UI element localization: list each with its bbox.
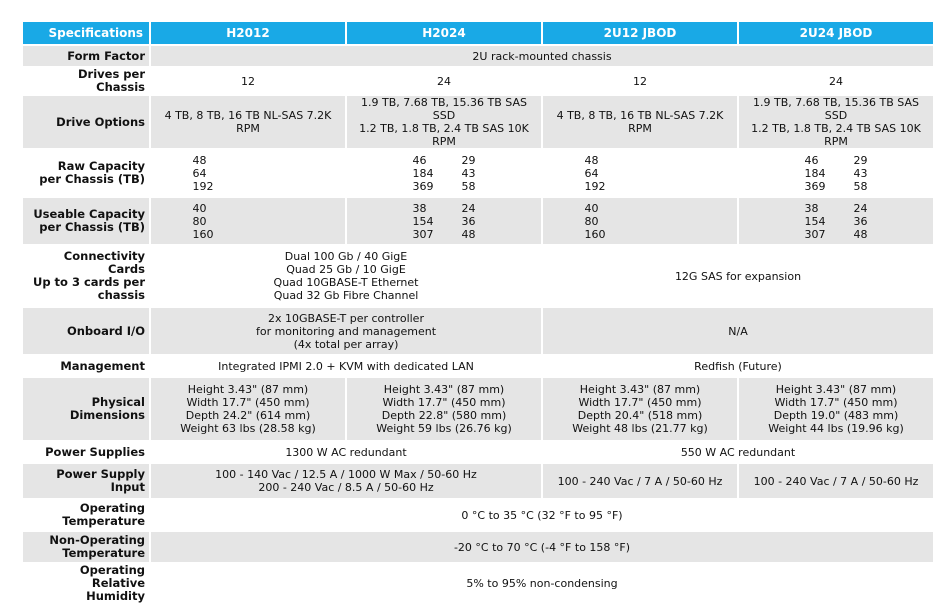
cell-value: 0 °C to 35 °C (32 °F to 95 °F) [150,499,933,531]
cell-2u12-jbod [542,149,738,197]
cell-2u12-jbod: Height 3.43" (87 mm) Width 17.7" (450 mm) Depth 20.4" (518 mm) Weight 48 lbs (21.77 kg) [542,377,738,441]
row-operating-temperature [23,499,933,531]
capacity-col-b: 29 43 58 [853,153,868,193]
cell-2u24-jbod: Height 3.43" (87 mm) Width 17.7" (450 mm) Depth 19.0" (483 mm) Weight 44 lbs (19.96 kg) [738,377,933,441]
header-2u12-jbod: 2U12 JBOD [542,22,738,45]
row-label: Operating Temperature [23,499,150,531]
cell-2u12-jbod: 100 - 240 Vac / 7 A / 50-60 Hz [542,463,738,499]
capacity-col-a: 38 154 307 [804,201,826,241]
row-drive-options [23,95,933,149]
cell-value: 2U rack-mounted chassis [150,45,933,67]
row-label: Operating Relative Humidity [23,563,150,603]
row-label: Drives per Chassis [23,67,150,95]
cell-h-models: 100 - 140 Vac / 12.5 A / 1000 W Max / 50-60 Hz 200 - 240 Vac / 8.5 A / 50-60 Hz [150,463,542,499]
cell-h-models: 1300 W AC redundant [150,441,542,463]
capacity-col-a: 46 184 369 [412,153,434,193]
cell-h2024: 1.9 TB, 7.68 TB, 15.36 TB SAS SSD 1.2 TB, 1.8 TB, 2.4 TB SAS 10K RPM [346,95,542,149]
cell-h-models: Integrated IPMI 2.0 + KVM with dedicated LAN [150,355,542,377]
capacity-col-a: 38 154 307 [412,201,434,241]
cell-jbod-models: 12G SAS for expansion [542,245,933,307]
cell-2u24-jbod: 100 - 240 Vac / 7 A / 50-60 Hz [738,463,933,499]
row-management [23,355,933,377]
cell-h2012 [150,149,346,197]
row-onboard-io [23,307,933,355]
row-label: Raw Capacity per Chassis (TB) [23,149,150,197]
row-physical-dimensions [23,377,933,441]
capacity-list: 48 64 192 [192,153,214,193]
cell-h2012: 4 TB, 8 TB, 16 TB NL-SAS 7.2K RPM [150,95,346,149]
capacity-col-a: 46 184 369 [804,153,826,193]
row-operating-humidity [23,563,933,603]
cell-h2024 [346,197,542,245]
cell-h2012: 12 [150,67,346,95]
cell-h2024: Height 3.43" (87 mm) Width 17.7" (450 mm) Depth 22.8" (580 mm) Weight 59 lbs (26.76 kg) [346,377,542,441]
header-2u24-jbod: 2U24 JBOD [738,22,933,45]
cell-jbod-models: Redfish (Future) [542,355,933,377]
row-label: Power Supplies [23,441,150,463]
capacity-pair [805,154,868,193]
row-label: Power Supply Input [23,463,150,499]
specifications-table [23,22,933,603]
row-raw-capacity [23,149,933,197]
row-power-supplies [23,441,933,463]
row-connectivity-cards [23,245,933,307]
row-label: Management [23,355,150,377]
header-h2024: H2024 [346,22,542,45]
row-drives-per-chassis [23,67,933,95]
header-specifications: Specifications [23,22,150,45]
cell-jbod-models: N/A [542,307,933,355]
cell-2u12-jbod: 4 TB, 8 TB, 16 TB NL-SAS 7.2K RPM [542,95,738,149]
header-h2012: H2012 [150,22,346,45]
capacity-pair [805,202,868,241]
row-power-supply-input [23,463,933,499]
row-useable-capacity [23,197,933,245]
cell-2u12-jbod: 12 [542,67,738,95]
capacity-col-b: 29 43 58 [461,153,476,193]
row-label: Form Factor [23,45,150,67]
cell-h2012: Height 3.43" (87 mm) Width 17.7" (450 mm) Depth 24.2" (614 mm) Weight 63 lbs (28.58 kg) [150,377,346,441]
capacity-list: 40 80 160 [192,201,214,241]
cell-2u24-jbod: 1.9 TB, 7.68 TB, 15.36 TB SAS SSD 1.2 TB, 1.8 TB, 2.4 TB SAS 10K RPM [738,95,933,149]
row-label: Non-Operating Temperature [23,531,150,563]
capacity-col-b: 24 36 48 [853,201,868,241]
row-label: Drive Options [23,95,150,149]
capacity-col-b: 24 36 48 [461,201,476,241]
row-label: Useable Capacity per Chassis (TB) [23,197,150,245]
cell-value: 5% to 95% non-condensing [150,563,933,603]
row-non-operating-temperature [23,531,933,563]
cell-h-models: Dual 100 Gb / 40 GigE Quad 25 Gb / 10 GigE Quad 10GBASE-T Ethernet Quad 32 Gb Fibre Channel [150,245,542,307]
cell-2u24-jbod: 24 [738,67,933,95]
row-label: Onboard I/O [23,307,150,355]
row-label: Connectivity Cards Up to 3 cards per chassis [23,245,150,307]
header-row [23,22,933,45]
row-label: Physical Dimensions [23,377,150,441]
capacity-list: 48 64 192 [584,153,606,193]
cell-h-models: 2x 10GBASE-T per controller for monitoring and management (4x total per array) [150,307,542,355]
capacity-pair [413,202,476,241]
cell-2u24-jbod [738,197,933,245]
cell-jbod-models: 550 W AC redundant [542,441,933,463]
cell-h2024 [346,149,542,197]
cell-2u24-jbod [738,149,933,197]
row-form-factor [23,45,933,67]
cell-value: -20 °C to 70 °C (-4 °F to 158 °F) [150,531,933,563]
cell-h2012 [150,197,346,245]
capacity-list: 40 80 160 [584,201,606,241]
cell-2u12-jbod [542,197,738,245]
capacity-pair [413,154,476,193]
cell-h2024: 24 [346,67,542,95]
